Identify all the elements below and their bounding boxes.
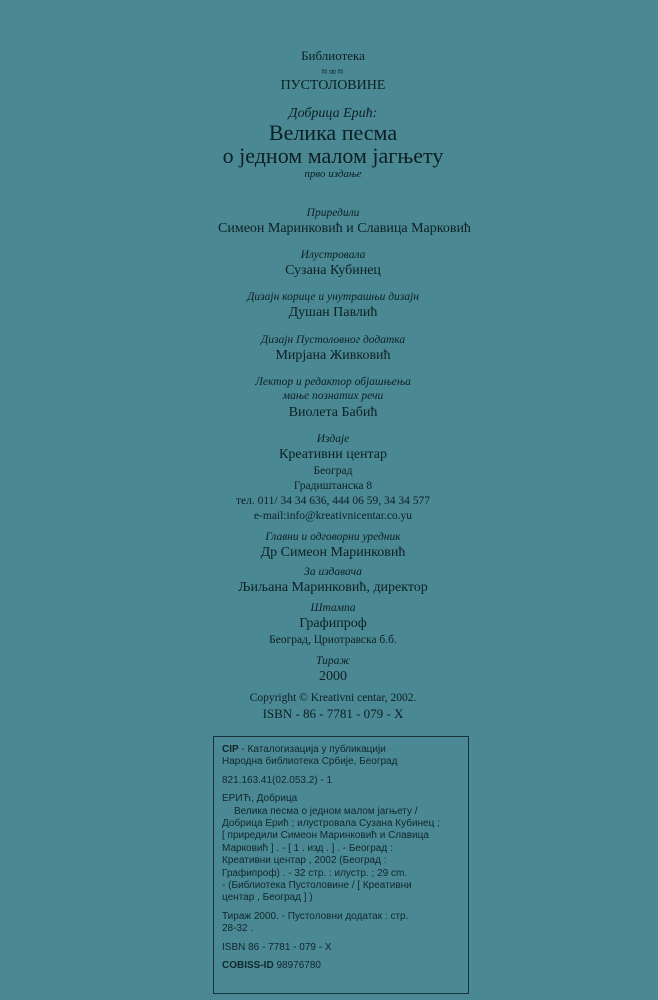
publisher-phone: тел. 011/ 34 34 636, 444 06 59, 34 34 577: [235, 495, 430, 507]
cip-desc-line: центар , Београд ] ): [222, 892, 313, 904]
series-name: ПУСТОЛОВИНЕ: [280, 78, 386, 93]
series-label: Библиотека: [301, 48, 365, 63]
cip-author: ЕРИЋ, Добрица: [222, 793, 298, 805]
cip-note: Тираж 2000. - Пустоловни додатак : стр.: [222, 910, 409, 922]
credit-value-supplement-design: Мирјана Живковић: [275, 348, 391, 363]
cip-cobiss-id: 98976780: [273, 960, 321, 972]
ornament-icon: ≈∞≈: [321, 66, 345, 78]
cip-library: Народна библиотека Србије, Београд: [222, 756, 398, 768]
publisher-label: Издаје: [316, 433, 350, 445]
cip-isbn: ISBN 86 - 7781 - 079 - X: [222, 941, 332, 953]
credit-value-design: Душан Павлић: [288, 305, 378, 320]
credit-label-illustrator: Илустровала: [300, 249, 366, 261]
credit-label-design: Дизајн корице и унутрашњи дизајн: [247, 291, 419, 303]
cip-desc-line: [ приредили Симеон Маринковић и Славица: [222, 830, 429, 842]
copyright: Copyright © Kreativni centar, 2002.: [249, 692, 417, 704]
cip-desc-line: - (Библиотека Пустоловине / [ Креативни: [222, 880, 412, 892]
credit-label-editor: Лектор и редактор објашњења: [255, 376, 411, 388]
for-publisher-value: Љиљана Маринковић, директор: [238, 580, 428, 595]
cip-record: [213, 736, 469, 994]
isbn: ISBN - 86 - 7781 - 079 - X: [262, 706, 404, 721]
publisher-street: Градиштанска 8: [293, 480, 373, 492]
publisher-city: Београд: [313, 465, 353, 477]
editor-in-chief-value: Др Симеон Маринковић: [260, 545, 406, 560]
book-title-line1: Велика песма: [268, 120, 398, 145]
cip-header: [222, 744, 460, 756]
cip-note: 28-32 .: [222, 923, 254, 935]
credit-value-compilers: Симеон Маринковић и Славица Марковић: [218, 221, 471, 236]
publisher-name: Креативни центар: [279, 447, 387, 462]
cip-udc: 821.163.41(02.053.2) - 1: [222, 774, 333, 786]
cip-cobiss: [222, 960, 460, 972]
cip-desc-line: Марковић ] . - [ 1 . изд . ] . - Београд :: [222, 842, 393, 854]
print-value: Графипроф: [299, 616, 367, 631]
book-author: Добрица Ерић:: [288, 106, 378, 121]
cip-desc-line: Добрица Ерић ; илустровала Сузана Кубинец ;: [222, 818, 440, 830]
book-edition: прво издање: [304, 168, 362, 180]
credit-label-editor-line2: мање познатих речи: [282, 390, 384, 402]
publisher-email: e-mail:info@kreativnicentar.co.yu: [253, 510, 413, 522]
print-address: Београд, Цриотравска б.б.: [269, 634, 397, 646]
print-label: Штампа: [310, 602, 356, 614]
book-title-line2: о једном малом јагњету: [222, 143, 444, 168]
credit-label-supplement-design: Дизајн Пустоловног додатка: [260, 334, 406, 346]
cip-desc-line: Креативни центар , 2002 (Београд :: [222, 855, 387, 867]
editor-in-chief-label: Главни и одговорни уредник: [265, 531, 401, 543]
print-run-label: Тираж: [315, 655, 351, 667]
for-publisher-label: За издавача: [304, 566, 362, 578]
credit-label-compilers: Приредили: [306, 207, 360, 219]
cip-head-bold: CIP: [222, 744, 239, 755]
cip-head-rest: - Каталогизација у публикацији: [238, 744, 386, 755]
cip-desc-line: Велика песма о једном малом јагњету /: [234, 805, 418, 817]
credit-value-editor: Виолета Бабић: [288, 405, 378, 420]
cip-desc-line: Графипроф) . - 32 стр. : илустр. ; 29 cm.: [222, 867, 408, 879]
print-run-value: 2000: [319, 669, 347, 684]
credit-value-illustrator: Сузана Кубинец: [285, 263, 381, 278]
cip-cobiss-label: COBISS-ID: [222, 960, 274, 972]
